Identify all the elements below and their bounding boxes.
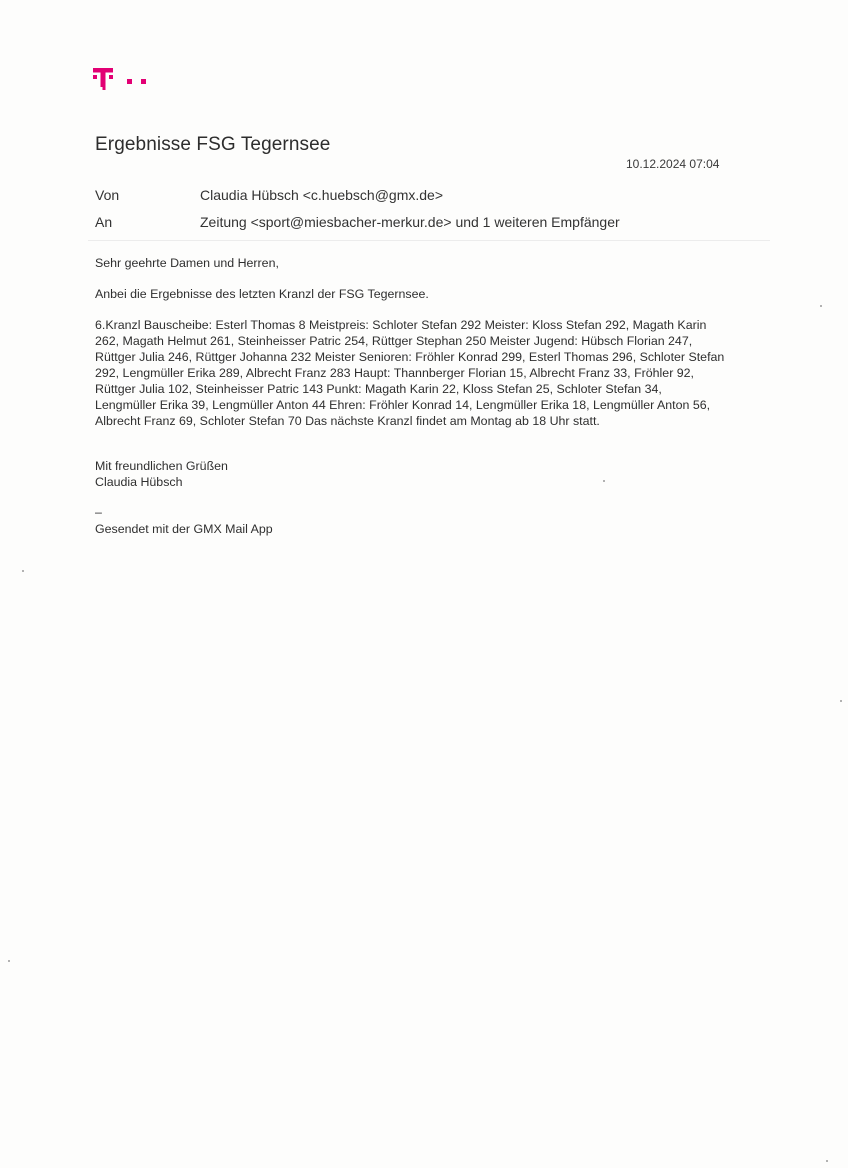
- to-value: Zeitung <sport@miesbacher-merkur.de> und 1 weiteren Empfänger: [200, 214, 620, 230]
- scan-speck: [820, 305, 822, 307]
- intro-text: Anbei die Ergebnisse des letzten Kranzl der FSG Tegernsee.: [95, 287, 429, 301]
- from-label: Von: [95, 187, 120, 203]
- scan-speck: [22, 570, 24, 572]
- closing-text: Mit freundlichen Grüßen: [95, 459, 228, 473]
- telekom-t-icon: [93, 66, 151, 94]
- telekom-logo: [93, 66, 151, 94]
- scan-speck: [840, 700, 842, 702]
- email-subject: Ergebnisse FSG Tegernsee: [95, 134, 331, 155]
- to-label: An: [95, 214, 113, 230]
- scan-speck: [8, 960, 10, 962]
- from-value: Claudia Hübsch <c.huebsch@gmx.de>: [200, 187, 444, 203]
- scan-speck: [603, 480, 605, 482]
- scan-speck: [826, 1160, 828, 1162]
- header-divider: [88, 240, 770, 241]
- email-date: 10.12.2024 07:04: [626, 157, 720, 171]
- signature-separator: –: [95, 505, 102, 519]
- greeting-text: Sehr geehrte Damen und Herren,: [95, 256, 279, 270]
- results-paragraph: 6.Kranzl Bauscheibe: Esterl Thomas 8 Meistpreis: Schloter Stefan 292 Meister: Kloss Stefan 292, Magath Karin 262, Magath Helmut 261, Steinheisser Patric 254, Rüttger Stephan 250 Meister Jugend: Hübsch Florian 247, Rüttger Julia 246, Rüttger Johanna 232 Meister Senioren: Fröhler Konrad 299, Esterl Thomas 296, Schloter Stefan 292, Lengmüller Erika 289, Albrecht Franz 283 Haupt: Thannberger Florian 15, Albrecht Franz 33, Fröhler 92, Rüttger Julia 102, Steinheisser Patric 143 Punkt: Magath Karin 22, Kloss Stefan 25, Schloter Stefan 34, Lengmüller Erika 39, Lengmüller Anton 44 Ehren: Fröhler Konrad 14, Lengmüller Erika 18, Lengmüller Anton 56, Albrecht Franz 69, Schloter Stefan 70 Das nächste Kranzl findet am Montag ab 18 Uhr statt.: [95, 318, 725, 428]
- signature-name: Claudia Hübsch: [95, 475, 183, 489]
- sent-from-text: Gesendet mit der GMX Mail App: [95, 522, 273, 536]
